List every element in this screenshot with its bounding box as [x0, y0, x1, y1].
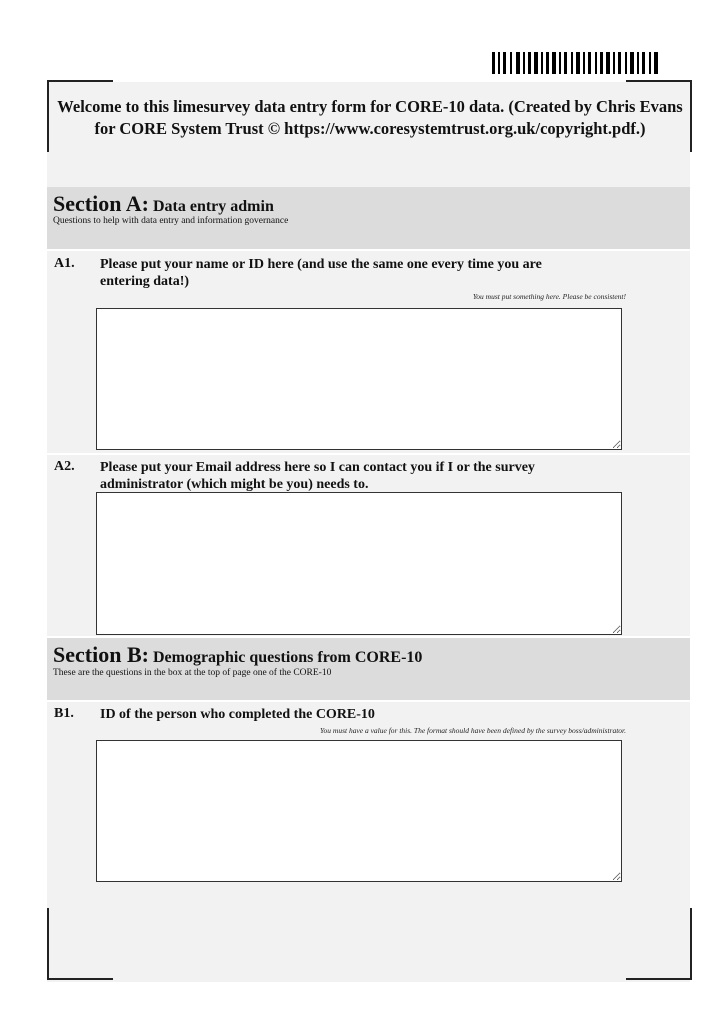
question-number: A1.: [54, 256, 75, 271]
b1-answer-input[interactable]: [96, 740, 622, 882]
section-b-title: [53, 642, 422, 668]
question-number: A2.: [54, 459, 75, 474]
section-a-label: Section A:: [53, 191, 149, 216]
section-b-title-text: Demographic questions from CORE-10: [152, 649, 423, 666]
question-text: Please put your Email address here so I can contact you if I or the survey administrator (which might be you) needs to.: [100, 460, 535, 492]
question-text: Please put your name or ID here (and use the same one every time you are entering data!): [100, 257, 542, 289]
question-text: ID of the person who completed the CORE-10: [100, 707, 375, 722]
corner-mark-top-right-h: [626, 80, 692, 82]
question-hint: You must put something here. Please be consistent!: [472, 292, 626, 301]
welcome-text: Welcome to this limesurvey data entry form for CORE-10 data. (Created by Chris Evans for CORE System Trust © https://www.coresystemtrust.org.uk/copyright.pdf.): [57, 97, 683, 138]
corner-mark-bottom-left-v: [47, 908, 49, 980]
question-number: B1.: [54, 706, 74, 721]
section-separator: [47, 249, 690, 251]
section-a-title: [53, 191, 274, 217]
section-a-subtitle: Questions to help with data entry and information governance: [53, 216, 289, 226]
section-b-header: [47, 638, 690, 700]
section-separator: [47, 700, 690, 702]
section-b-subtitle: These are the questions in the box at the top of page one of the CORE-10: [53, 668, 332, 678]
corner-mark-top-left-h: [47, 80, 113, 82]
corner-mark-top-right-v: [690, 80, 692, 152]
a2-answer-input[interactable]: [96, 492, 622, 635]
section-a-title-text: Data entry admin: [152, 198, 274, 215]
corner-mark-top-left-v: [47, 80, 49, 152]
barcode: [492, 52, 662, 74]
section-b-label: Section B:: [53, 642, 149, 667]
question-hint: You must have a value for this. The format should have been defined by the survey boss/administrator.: [320, 726, 626, 735]
section-a-header: [47, 187, 690, 249]
question-separator: [47, 453, 690, 455]
corner-mark-bottom-left-h: [47, 978, 113, 980]
a1-answer-input[interactable]: [96, 308, 622, 450]
corner-mark-bottom-right-v: [690, 908, 692, 980]
corner-mark-bottom-right-h: [626, 978, 692, 980]
